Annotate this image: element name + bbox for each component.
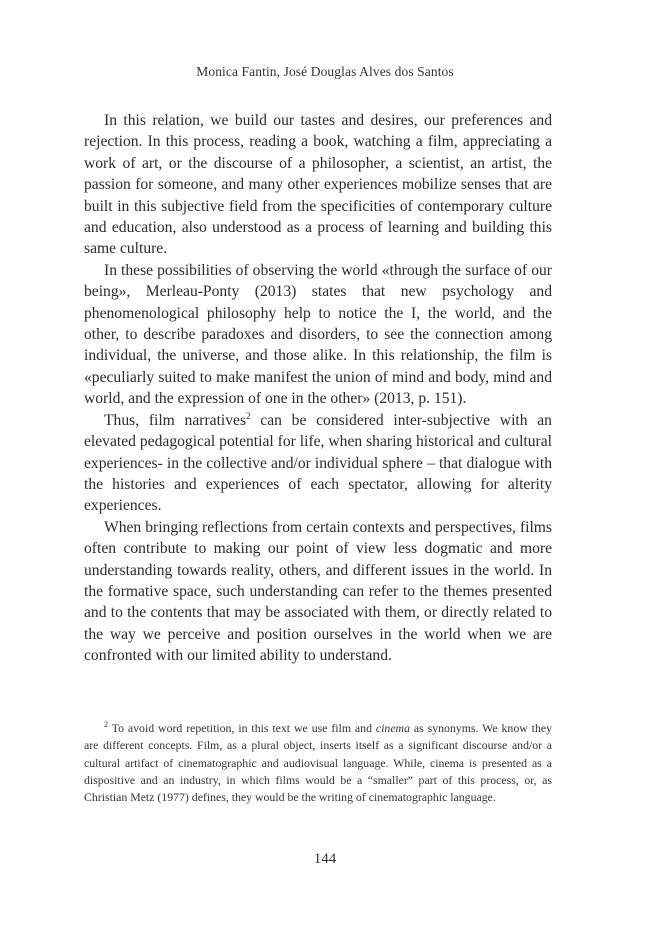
footnote-number: 2 xyxy=(104,720,108,730)
footnote xyxy=(84,720,552,806)
footnote-text xyxy=(84,720,552,806)
paragraph-3-text-after: can be considered inter-subjective with an elevated pedagogical potential for life, when sharing historical and cultural experiences- in the collective and/or individual sphere – that dialogue with the histories and experiences of each spectator, allowing for alterity experiences. xyxy=(84,411,552,515)
page-number: 144 xyxy=(313,851,337,867)
paragraph-3 xyxy=(84,410,552,517)
footnote-reference[interactable]: 2 xyxy=(246,410,251,421)
paragraph-4: When bringing reflections from certain contexts and perspectives, films often contribute to making our point of view less dogmatic and more understanding towards reality, others, and different issues in the world. In the formative space, such understanding can refer to the themes presented and to the contents that may be associated with them, or directly related to the way we perceive and position ourselves in the world when we are confronted with our limited ability to understand. xyxy=(84,518,552,665)
paragraph-1: In this relation, we build our tastes and desires, our preferences and rejection. In this process, reading a book, watching a film, appreciating a work of art, or the discourse of a philosopher, a scientist, an artist, the passion for someone, and many other experiences mobilize senses that are built in this subjective field from the specificities of contemporary culture and education, also understood as a process of learning and building this same culture. xyxy=(84,112,552,258)
paragraph-2: In these possibilities of observing the world «through the surface of our being», Merleau-Ponty (2013) states that new psychology and phenomenological philosophy help to notice the I, the world, and the other, to describe paradoxes and disorders, to see the connection among individual, the universe, and those alike. In this relationship, the film is «peculiarly suited to make manifest the union of mind and body, mind and world, and the expression of one in the other» (2013, p. 151). xyxy=(84,261,552,408)
footnote-text-before: To avoid word repetition, in this text we use film and xyxy=(108,721,376,735)
paragraph-3-text-before: Thus, film narratives xyxy=(104,411,247,429)
footnote-italic-term: cinema xyxy=(375,721,410,735)
footnote-text-after: as synonyms. We know they are different concepts. Film, as a plural object, inserts itself as a significant discourse and/or a cultural artifact of cinematographic and audiovisual language. While, cinema is presented as a dispositive and an industry, in which films would be a “smaller” part of this process, or, as Christian Metz (1977) defines, they would be the writing of cinematographic language. xyxy=(84,721,552,805)
running-header: Monica Fantin, José Douglas Alves dos Santos xyxy=(196,64,454,79)
body-text xyxy=(84,110,552,667)
